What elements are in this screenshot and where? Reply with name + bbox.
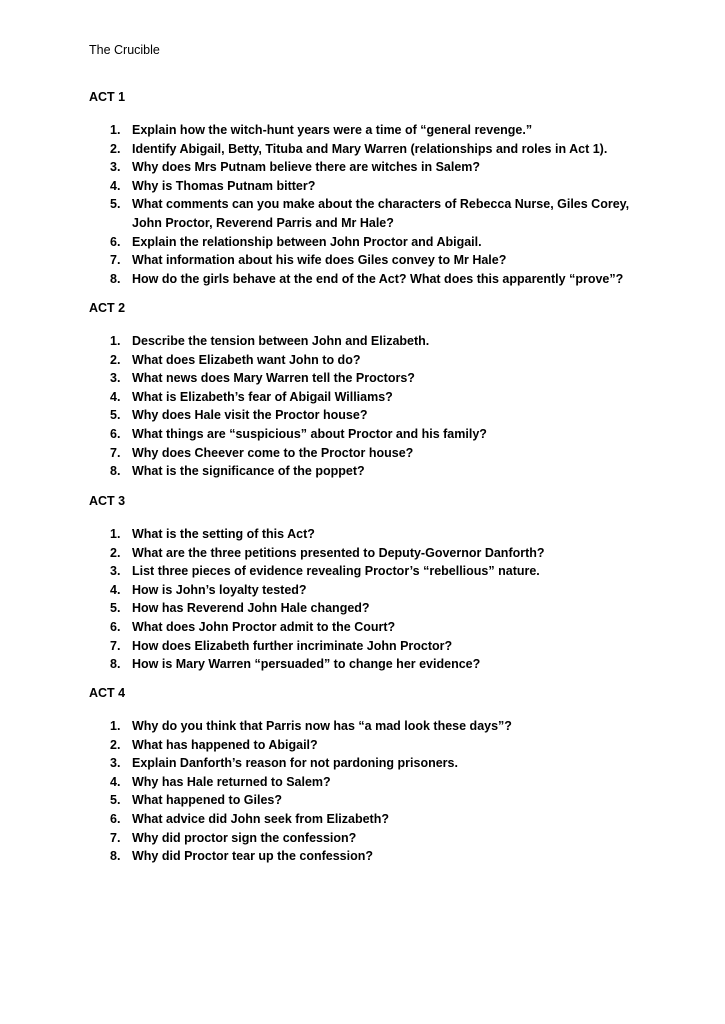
list-item: [89, 847, 632, 866]
question-number: 3.: [110, 756, 121, 771]
list-item: [89, 406, 632, 425]
list-item: [89, 525, 632, 544]
question-number: 3.: [110, 371, 121, 386]
question-number: 7.: [110, 830, 121, 845]
question-text: What has happened to Abigail?: [132, 737, 318, 752]
question-number: 6.: [110, 811, 121, 826]
question-text: List three pieces of evidence revealing Proctor’s “rebellious” nature.: [132, 564, 540, 579]
list-item: [89, 637, 632, 656]
list-item: [89, 581, 632, 600]
question-text: Why does Hale visit the Proctor house?: [132, 408, 368, 423]
list-item: [89, 177, 632, 196]
question-number: 4.: [110, 389, 121, 404]
question-list: [89, 717, 689, 866]
question-text: What does John Proctor admit to the Court?: [132, 619, 396, 634]
list-item: [89, 332, 632, 351]
question-number: 6.: [110, 234, 121, 249]
question-text: What is the significance of the poppet?: [132, 464, 365, 479]
list-item: [89, 158, 632, 177]
list-item: [89, 233, 632, 252]
question-number: 2.: [110, 352, 121, 367]
question-text: How has Reverend John Hale changed?: [132, 601, 370, 616]
list-item: [89, 791, 632, 810]
question-text: Why does Cheever come to the Proctor house?: [132, 445, 414, 460]
list-item: [89, 195, 632, 232]
question-text: Why did Proctor tear up the confession?: [132, 849, 373, 864]
list-item: [89, 251, 632, 270]
question-text: Why did proctor sign the confession?: [132, 830, 357, 845]
question-text: Why has Hale returned to Salem?: [132, 774, 331, 789]
question-number: 4.: [110, 178, 121, 193]
document-title: The Crucible: [89, 43, 160, 57]
act-heading: ACT 4: [89, 686, 126, 700]
question-text: What is Elizabeth’s fear of Abigail Williams?: [132, 389, 393, 404]
list-item: [89, 655, 632, 674]
question-list: [89, 525, 689, 674]
list-item: [89, 599, 632, 618]
question-text: Why is Thomas Putnam bitter?: [132, 178, 316, 193]
question-number: 4.: [110, 774, 121, 789]
list-item: [89, 369, 632, 388]
question-number: 1.: [110, 334, 121, 348]
question-text: Identify Abigail, Betty, Tituba and Mary Warren (relationships and roles in Act 1).: [132, 141, 608, 156]
question-number: 8.: [110, 464, 121, 479]
list-item: [89, 462, 632, 481]
list-item: [89, 618, 632, 637]
question-number: 8.: [110, 657, 121, 672]
act-heading: ACT 3: [89, 494, 126, 508]
question-number: 4.: [110, 582, 121, 597]
question-number: 7.: [110, 253, 121, 268]
question-text: Describe the tension between John and Elizabeth.: [132, 334, 430, 348]
question-number: 5.: [110, 793, 121, 808]
list-item: [89, 717, 632, 736]
question-text: How is John’s loyalty tested?: [132, 582, 307, 597]
question-text: What does Elizabeth want John to do?: [132, 352, 361, 367]
question-text: Explain Danforth’s reason for not pardoning prisoners.: [132, 756, 458, 771]
question-text: How do the girls behave at the end of the Act? What does this apparently “prove”?: [132, 271, 624, 286]
question-number: 8.: [110, 849, 121, 864]
list-item: [89, 121, 632, 140]
question-text: What news does Mary Warren tell the Proctors?: [132, 371, 415, 386]
question-text: Why do you think that Parris now has “a mad look these days”?: [132, 719, 512, 733]
question-number: 5.: [110, 197, 121, 212]
list-item: [89, 562, 632, 581]
question-number: 1.: [110, 719, 121, 733]
list-item: [89, 773, 632, 792]
act-heading: ACT 2: [89, 301, 126, 315]
question-number: 3.: [110, 160, 121, 175]
list-item: [89, 754, 632, 773]
question-text: What advice did John seek from Elizabeth?: [132, 811, 389, 826]
question-number: 2.: [110, 141, 121, 156]
act-3-section: [89, 494, 689, 672]
list-item: [89, 829, 632, 848]
question-number: 3.: [110, 564, 121, 579]
question-number: 1.: [110, 123, 121, 137]
question-text: What happened to Giles?: [132, 793, 283, 808]
act-4-section: [89, 686, 689, 864]
list-item: [89, 270, 632, 289]
question-number: 2.: [110, 737, 121, 752]
list-item: [89, 736, 632, 755]
question-text: What things are “suspicious” about Proctor and his family?: [132, 426, 487, 441]
act-2-section: [89, 301, 689, 479]
question-text: Why does Mrs Putnam believe there are witches in Salem?: [132, 160, 481, 175]
question-text: What information about his wife does Giles convey to Mr Hale?: [132, 253, 507, 268]
list-item: [89, 388, 632, 407]
question-text: How does Elizabeth further incriminate John Proctor?: [132, 638, 453, 653]
question-number: 8.: [110, 271, 121, 286]
question-number: 5.: [110, 408, 121, 423]
question-text: Explain how the witch-hunt years were a time of “general revenge.”: [132, 123, 533, 137]
list-item: [89, 425, 632, 444]
question-text: What comments can you make about the characters of Rebecca Nurse, Giles Corey, John Proctor, Reverend Parris and Mr Hale?: [132, 197, 630, 230]
question-number: 7.: [110, 445, 121, 460]
question-number: 5.: [110, 601, 121, 616]
question-text: How is Mary Warren “persuaded” to change her evidence?: [132, 657, 481, 672]
question-list: [89, 332, 689, 481]
question-list: [89, 121, 689, 288]
list-item: [89, 444, 632, 463]
question-number: 2.: [110, 545, 121, 560]
act-heading: ACT 1: [89, 90, 126, 104]
question-number: 6.: [110, 426, 121, 441]
question-text: What are the three petitions presented to Deputy-Governor Danforth?: [132, 545, 545, 560]
list-item: [89, 544, 632, 563]
question-number: 6.: [110, 619, 121, 634]
list-item: [89, 140, 632, 159]
act-1-section: [89, 90, 689, 286]
list-item: [89, 351, 632, 370]
question-text: What is the setting of this Act?: [132, 527, 315, 541]
question-text: Explain the relationship between John Proctor and Abigail.: [132, 234, 482, 249]
question-number: 1.: [110, 527, 121, 541]
list-item: [89, 810, 632, 829]
question-number: 7.: [110, 638, 121, 653]
